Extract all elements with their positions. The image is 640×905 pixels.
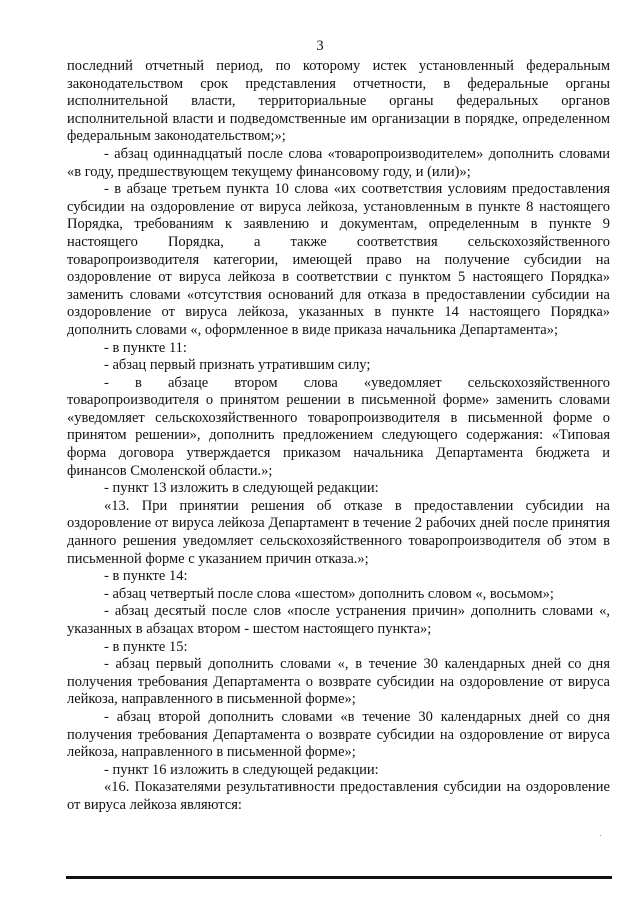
paragraph-7: - пункт 13 изложить в следующей редакции: — [104, 480, 379, 497]
paragraph-3: - в абзаце третьем пункта 10 слова «их соответствия условиям предоставления субсидии на оздоровление от вируса лейкоза, установленным в пункте 8 настоящего Порядка, требованиям к заявлению и документам, определенным в пункте 9 настоящего Порядка, а также соответствия сельскохозяйственного товаропроизводителя категории, имеющей право на получение субсидии на оздоровление от вируса лейкоза в соответствии с пунктом 5 настоящего Порядка» заменить словами «отсутствия оснований для отказа в предоставлении субсидии на оздоровление от вируса лейкоза, указанных в пункте 14 настоящего Порядка» дополнить словами «, оформленное в виде приказа начальника Департамента»; — [67, 181, 610, 338]
document-body — [67, 58, 610, 815]
paragraph-12: - в пункте 15: — [104, 638, 188, 655]
paragraph-15: - пункт 16 изложить в следующей редакции: — [104, 761, 379, 778]
paragraph-5: - абзац первый признать утратившим силу; — [104, 357, 371, 374]
paragraph-9: - в пункте 14: — [104, 568, 188, 585]
paragraph-4: - в пункте 11: — [104, 339, 187, 356]
paragraph-8: «13. При принятии решения об отказе в предоставлении субсидии на оздоровление от вируса лейкоза Департамент в течение 2 рабочих дней после принятия данного решения уведомляет сельскохозяйственного товаропроизводителя об этом в письменной форме с указанием причин отказа.»; — [67, 497, 610, 567]
paragraph-16: «16. Показателями результативности предоставления субсидии на оздоровление от вируса лейкоза являются: — [67, 779, 610, 813]
paragraph-11: - абзац десятый после слов «после устранения причин» дополнить словами «, указанных в абзацах втором - шестом настоящего пункта»; — [67, 603, 610, 637]
scan-speck — [600, 835, 601, 836]
paragraph-1: последний отчетный период, по которому истек установленный федеральным законодательством срок представления отчетности, в федеральные органы исполнительной власти, территориальные органы федеральных органов исполнительной власти и подведомственные им организации в порядке, определенном федеральным законодательством;»; — [67, 58, 610, 145]
paragraph-10: - абзац четвертый после слова «шестом» дополнить словом «, восьмом»; — [104, 585, 554, 602]
paragraph-14: - абзац второй дополнить словами «в течение 30 календарных дней со дня получения требования Департамента о возврате субсидии на оздоровление от вируса лейкоза, направленного в письменной форме»; — [67, 708, 610, 761]
page-number: 3 — [316, 38, 324, 54]
paragraph-13: - абзац первый дополнить словами «, в течение 30 календарных дней со дня получения требования Департамента о возврате субсидии на оздоровление от вируса лейкоза, направленного в письменной форме»; — [67, 656, 610, 708]
paragraph-6: - в абзаце втором слова «уведомляет сельскохозяйственного товаропроизводителя о принятом решении в письменной форме» заменить словами «уведомляет сельскохозяйственного товаропроизводителя в письменной форме о принятом решении», дополнить предложением следующего содержания: «Типовая форма договора утверждается приказом начальника Департамента бюджета и финансов Смоленской области.»; — [67, 374, 610, 479]
bottom-rule — [66, 876, 612, 879]
paragraph-2: - абзац одиннадцатый после слова «товаропроизводителем» дополнить словами «в году, предшествующем текущему финансовому году, и (или)»; — [67, 145, 610, 180]
